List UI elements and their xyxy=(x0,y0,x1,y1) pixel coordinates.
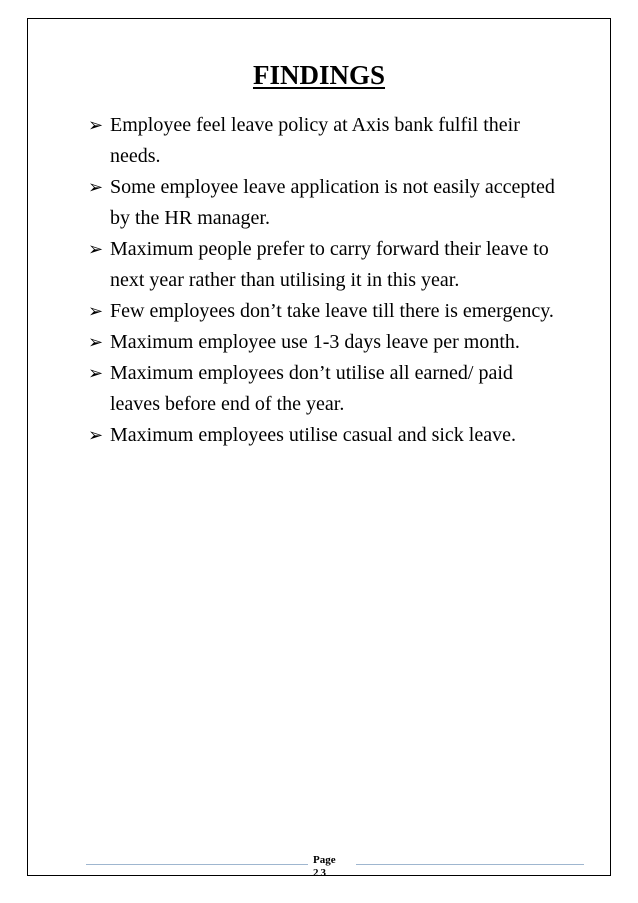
footer-divider-left xyxy=(86,864,308,865)
list-item xyxy=(88,172,558,234)
arrow-bullet-icon: ➢ xyxy=(88,239,104,259)
finding-text: Maximum people prefer to carry forward their leave to next year rather than utilising it in this year. xyxy=(110,238,549,291)
footer-divider-right xyxy=(356,864,584,865)
findings-list xyxy=(88,110,558,451)
arrow-bullet-icon: ➢ xyxy=(88,115,104,135)
list-item xyxy=(88,296,558,327)
arrow-bullet-icon: ➢ xyxy=(88,332,104,352)
finding-text: Employee feel leave policy at Axis bank fulfil their needs. xyxy=(110,114,520,167)
list-item xyxy=(88,358,558,420)
finding-text: Maximum employee use 1-3 days leave per month. xyxy=(110,331,520,353)
arrow-bullet-icon: ➢ xyxy=(88,177,104,197)
list-item xyxy=(88,420,558,451)
list-item xyxy=(88,234,558,296)
finding-text: Few employees don’t take leave till there is emergency. xyxy=(110,300,554,322)
list-item xyxy=(88,327,558,358)
page-title: FINDINGS xyxy=(252,60,386,90)
page-label: Page xyxy=(313,854,336,866)
list-item xyxy=(88,110,558,172)
page-number: 23 xyxy=(313,867,328,879)
finding-text: Maximum employees don’t utilise all earned/ paid leaves before end of the year. xyxy=(110,362,513,415)
finding-text: Maximum employees utilise casual and sick leave. xyxy=(110,424,516,446)
arrow-bullet-icon: ➢ xyxy=(88,301,104,321)
arrow-bullet-icon: ➢ xyxy=(88,425,104,445)
finding-text: Some employee leave application is not easily accepted by the HR manager. xyxy=(110,176,555,229)
arrow-bullet-icon: ➢ xyxy=(88,363,104,383)
